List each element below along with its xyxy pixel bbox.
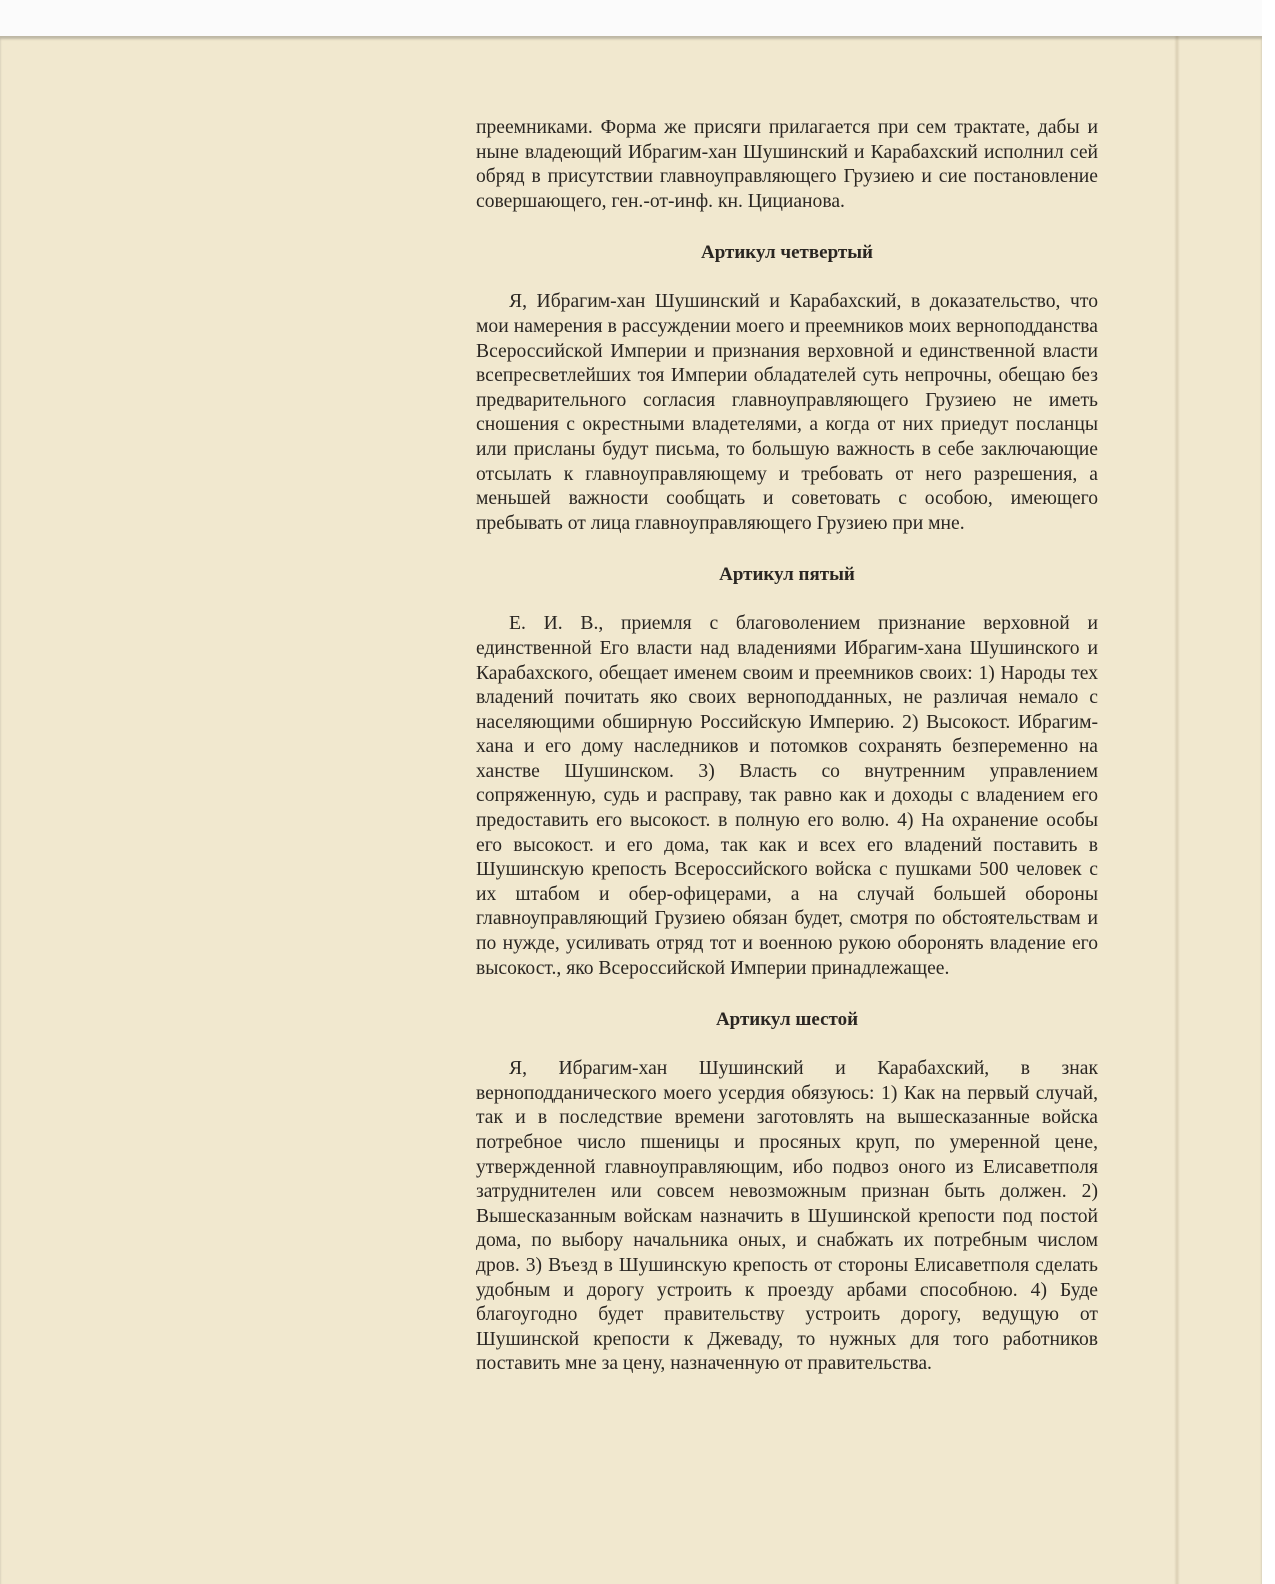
section-heading-6: Артикул шестой xyxy=(715,1009,859,1031)
section-heading-5: Артикул пятый xyxy=(719,564,855,586)
section-text-6: Я, Ибрагим-хан Шушинский и Карабахский, в знак верноподданического моего усердия обязуюсь: 1) Как на первый случай, так и в последствие времени заготовлять на вышесказанные войска потребное число пшеницы и просяных круп, по умеренной цене, утвержденной главноуправляющим, ибо подвоз оного из Елисаветполя затруднителен или совсем невозможным признан быть должен. 2) Вышесказанным войскам назначить в Шушинской крепости под постой дома, по выбору начальника оных, и снабжать их потребным числом дров. 3) Въезд в Шушинскую крепость от стороны Елисаветполя сделать удобным и дорогу устроить к проезду арбами способною. 4) Буде благоугодно будет правительству устроить дорогу, ведущую от Шушинской крепости к Джеваду, то нужных для того работников поставить мне за цену, назначенную от правительства. xyxy=(476,1058,1098,1375)
section-text-5: Е. И. В., приемля с благоволением признание верховной и единственной Его власти над владениями Ибрагим-хана Шушинского и Карабахского, обещает именем своим и преемников своих: 1) Народы тех владений почитать яко своих верноподданных, не различая немало с населяющими обширную Российскую Империю. 2) Высокост. Ибрагим-хана и его дому наследников и потомков сохранять безпеременно на ханстве Шушинском. 3) Власть со внутренним управлением сопряженную, судь и расправу, так равно как и доходы с владением его предоставить его высокост. в полную его волю. 4) На охранение особы его высокост. и его дома, так как и всех его владений поставить в Шушинскую крепость Всероссийского войска с пушками 500 человек с их штабом и обер-офицерами, а на случай большей обороны главноуправляющий Грузиею обязан будет, смотря по обстоятельствам и по нужде, усиливать отряд тот и военною рукою оборонять владение его высокост., яко Всероссийской Империи принадлежащее. xyxy=(476,613,1098,979)
scanner-top-margin xyxy=(0,0,1275,40)
intro-paragraph: преемниками. Форма же присяги прилагается при сем трактате, дабы и ныне владеющий Ибрагим-хан Шушинский и Карабахский исполнил сей обряд в присутствии главноуправляющего Грузиею и сие постановление совершающего, ген.-от-инф. кн. Цицианова. xyxy=(476,117,1098,212)
section-text-4: Я, Ибрагим-хан Шушинский и Карабахский, в доказательство, что мои намерения в рассуждении моего и преемников моих верноподданства Всероссийской Империи и признания верховной и единственной власти всепресветлейших тоя Империи обладателей суть непрочны, обещаю без предварительного согласия главноуправляющего Грузиею не иметь сношения с окрестными владетелями, а когда от них приедут посланцы или присланы будут письма, то большую важность в себе заключающие отсылать к главноуправляющему и требовать от него разрешения, а меньшей важности сообщать и советовать с особою, имеющего пребывать от лица главноуправляющего Грузиею при мне. xyxy=(476,291,1098,534)
scanner-right-margin xyxy=(1262,0,1275,1584)
section-heading-4: Артикул четвертый xyxy=(700,242,874,264)
page-fold-shadow xyxy=(1174,36,1180,1584)
text-column xyxy=(476,116,1098,1377)
